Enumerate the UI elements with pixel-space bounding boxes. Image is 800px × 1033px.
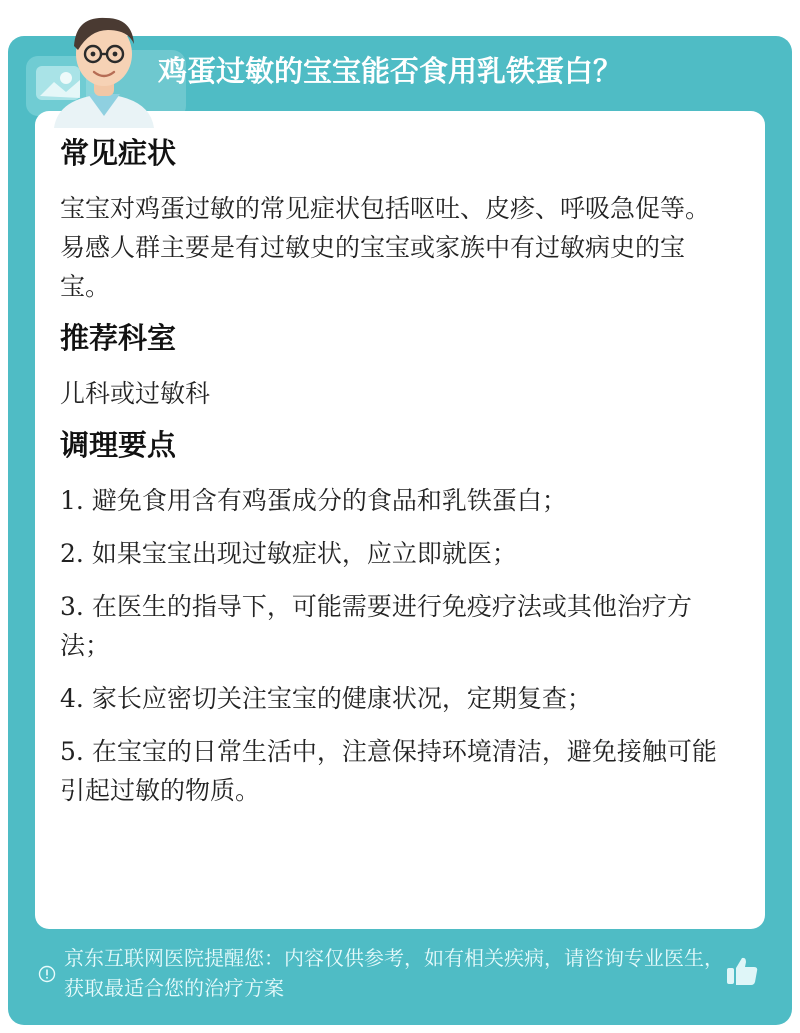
- section-heading-department: 推荐科室: [60, 321, 177, 355]
- page-title: 鸡蛋过敏的宝宝能否食用乳铁蛋白？: [158, 54, 623, 88]
- list-item: 4. 家长应密切关注宝宝的健康状况，定期复查；: [60, 684, 592, 713]
- care-list: [60, 481, 730, 810]
- section-heading-symptoms: 常见症状: [60, 136, 177, 170]
- article-card: [8, 36, 792, 1025]
- list-item: 2. 如果宝宝出现过敏症状，应立即就医；: [60, 539, 517, 568]
- footer-disclaimer: [36, 943, 736, 1003]
- section-body-symptoms: 宝宝对鸡蛋过敏的常见症状包括呕吐、皮疹、呼吸急促等。易感人群主要是有过敏史的宝宝或家族中有过敏病史的宝宝。: [60, 194, 711, 301]
- doctor-avatar: [48, 6, 160, 128]
- section-body-department: 儿科或过敏科: [60, 379, 211, 408]
- thumbs-up-icon[interactable]: [724, 953, 760, 989]
- disclaimer-text: 京东互联网医院提醒您：内容仅供参考，如有相关疾病，请咨询专业医生，获取最适合您的治疗方案: [64, 946, 724, 1000]
- list-item: 5. 在宝宝的日常生活中，注意保持环境清洁，避免接触可能引起过敏的物质。: [60, 737, 717, 805]
- list-item: 3. 在医生的指导下，可能需要进行免疫疗法或其他治疗方法；: [60, 592, 692, 660]
- list-item: 1. 避免食用含有鸡蛋成分的食品和乳铁蛋白；: [60, 486, 567, 515]
- content-panel: [35, 111, 765, 929]
- section-heading-care: 调理要点: [60, 428, 177, 462]
- info-circle-icon: [38, 965, 56, 983]
